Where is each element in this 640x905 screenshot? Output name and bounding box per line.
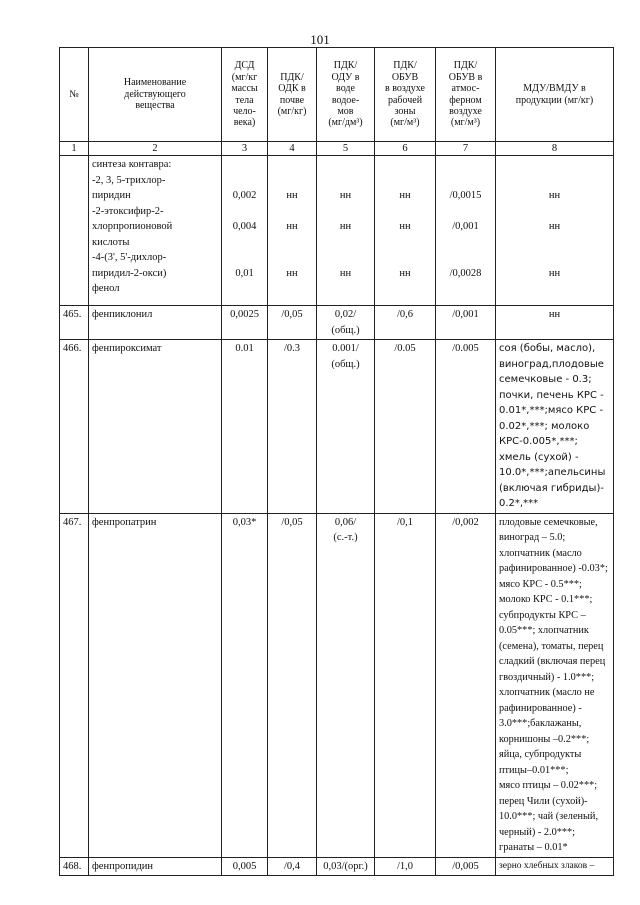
header-dsd: ДСД (мг/кг массы тела чело- века) <box>222 48 268 142</box>
header-atm-air: ПДК/ ОБУВ в атмос- ферном воздухе (мг/м³) <box>436 48 496 142</box>
work-air-value: /0,6 <box>375 306 436 340</box>
table-row <box>60 306 614 340</box>
mdu-value: зерно хлебных злаков – <box>496 857 614 876</box>
mdu-value: нн <box>496 306 614 340</box>
header-mdu: МДУ/ВМДУ в продукции (мг/кг) <box>496 48 614 142</box>
soil-value: /0,05 <box>268 513 317 857</box>
soil-value: /0,05 <box>268 306 317 340</box>
header-work-air: ПДК/ ОБУВ в воздухе рабочей зоны (мг/м³) <box>375 48 436 142</box>
water-value: 0,06/ (с.-т.) <box>317 513 375 857</box>
header-soil: ПДК/ ОДК в почве (мг/кг) <box>268 48 317 142</box>
soil-value: /0.3 <box>268 340 317 514</box>
dsd-value: 0,03* <box>222 513 268 857</box>
continuation-names: синтеза контавра: -2, 3, 5-трихлор- пиридин -2-этоксифир-2- хлорпропионовой кислоты -4-(3', 5'-дихлор- пиридил-2-окси) фенол <box>89 156 222 306</box>
header-water: ПДК/ ОДУ в воде водое- мов (мг/дм³) <box>317 48 375 142</box>
col-number: 8 <box>496 142 614 156</box>
water-value: 0,02/ (общ.) <box>317 306 375 340</box>
col-number: 6 <box>375 142 436 156</box>
substance-name: фенпропидин <box>89 857 222 876</box>
water-value: 0,03/(орг.) <box>317 857 375 876</box>
col-number: 5 <box>317 142 375 156</box>
col-number: 4 <box>268 142 317 156</box>
work-air-value: /0,1 <box>375 513 436 857</box>
continuation-atm-air: /0,0015 /0,001 /0,0028 <box>436 156 496 306</box>
atm-air-value: /0,001 <box>436 306 496 340</box>
header-num: № <box>60 48 89 142</box>
substance-name: фенпиклонил <box>89 306 222 340</box>
atm-air-value: /0.005 <box>436 340 496 514</box>
work-air-value: /1,0 <box>375 857 436 876</box>
col-number: 2 <box>89 142 222 156</box>
mdu-value: плодовые семечковые, виноград – 5.0; хлопчатник (масло рафинированное) -0.03*; мясо КРС - 0.5***; молоко КРС - 0.1***; субпродукты КРС – 0.05***; хлопчатник (семена), томаты, перец сладкий (включая перец гвоздичный) - 1.0***; хлопчатник (масло не рафинированное) - 3.0***;баклажаны, корнишоны –0.2***; яйца, субпродукты птицы–0.01***; мясо птицы – 0.02***; перец Чили (сухой)- 10.0***; чай (зеленый, черный) - 2.0***; гранаты – 0.01* <box>496 513 614 857</box>
soil-value: /0,4 <box>268 857 317 876</box>
row-num: 468. <box>60 857 89 876</box>
mdu-value: соя (бобы, масло), виноград,плодовые семечковые - 0.3; почки, печень КРС - 0.01*,***;мясо КРС - 0.02*,***; молоко КРС-0.005*,***; хмель (сухой) - 10.0*,***;апельсины (включая гибриды)- 0.2*,*** <box>496 340 614 514</box>
header-row <box>60 48 614 142</box>
table-row <box>60 513 614 857</box>
dsd-value: 0,005 <box>222 857 268 876</box>
continuation-dsd: 0,002 0,004 0,01 <box>222 156 268 306</box>
substance-name: фенпропатрин <box>89 513 222 857</box>
col-number: 1 <box>60 142 89 156</box>
substance-name: фенпироксимат <box>89 340 222 514</box>
continuation-work-air: нн нн нн <box>375 156 436 306</box>
row-num <box>60 156 89 306</box>
row-num: 465. <box>60 306 89 340</box>
table-row-continuation <box>60 156 614 306</box>
header-substance: Наименование действующего вещества <box>89 48 222 142</box>
row-num: 466. <box>60 340 89 514</box>
column-number-row <box>60 142 614 156</box>
continuation-mdu: нн нн нн <box>496 156 614 306</box>
page-number: 101 <box>310 32 330 47</box>
table-row <box>60 340 614 514</box>
atm-air-value: /0,005 <box>436 857 496 876</box>
dsd-value: 0,0025 <box>222 306 268 340</box>
continuation-water: нн нн нн <box>317 156 375 306</box>
regulation-table <box>59 47 614 876</box>
dsd-value: 0.01 <box>222 340 268 514</box>
col-number: 7 <box>436 142 496 156</box>
atm-air-value: /0,002 <box>436 513 496 857</box>
row-num: 467. <box>60 513 89 857</box>
continuation-soil: нн нн нн <box>268 156 317 306</box>
table-row <box>60 857 614 876</box>
water-value: 0.001/ (общ.) <box>317 340 375 514</box>
col-number: 3 <box>222 142 268 156</box>
work-air-value: /0.05 <box>375 340 436 514</box>
